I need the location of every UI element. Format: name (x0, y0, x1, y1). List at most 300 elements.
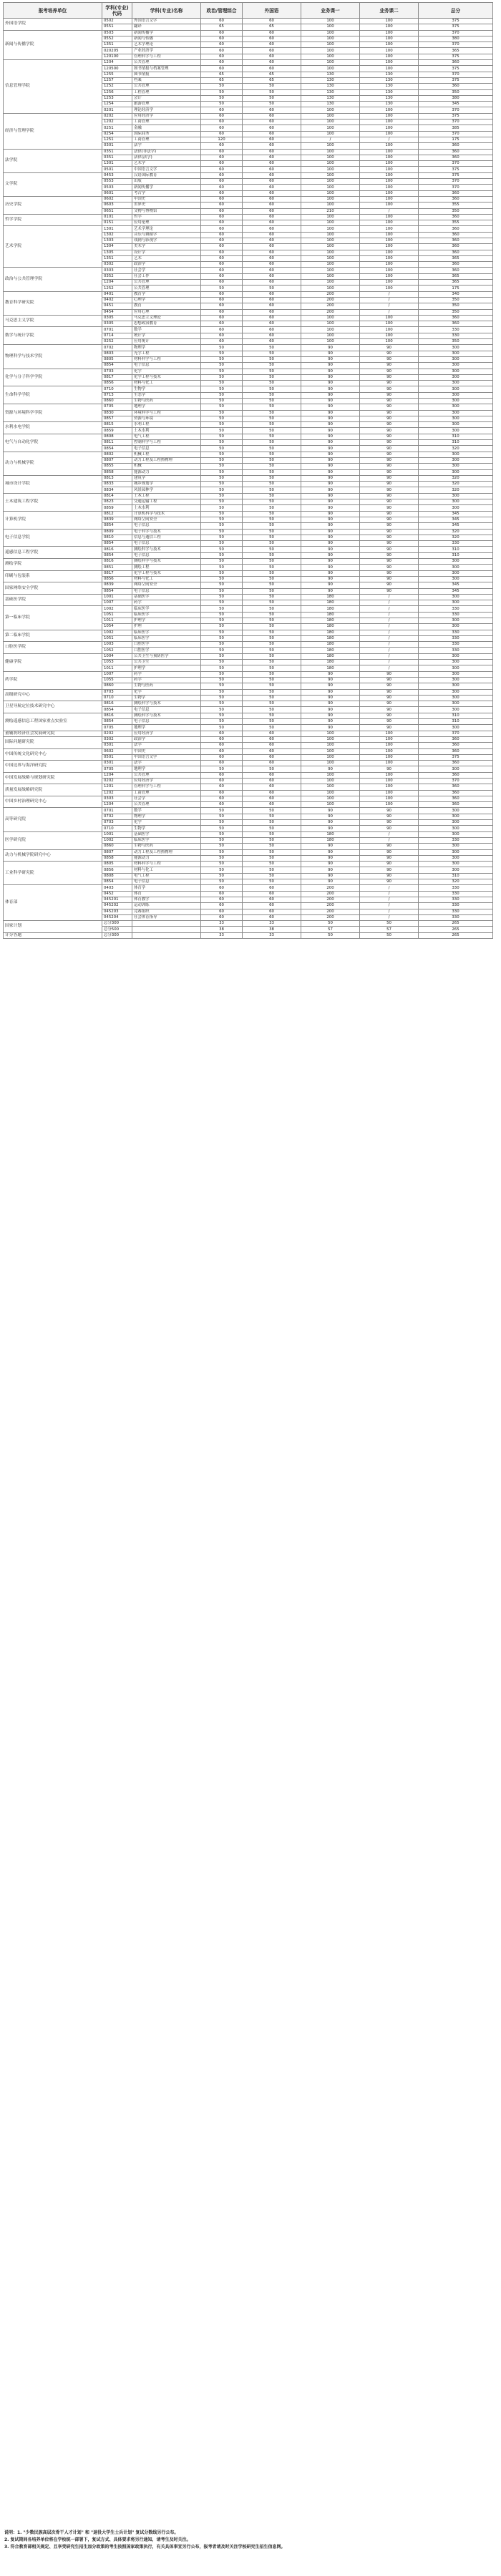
foreign-language-score-cell: 60 (243, 339, 301, 345)
code-cell: 1305 (102, 250, 132, 255)
unit-cell: 马克思主义学院 (4, 315, 102, 327)
total-score-cell: 330 (419, 903, 493, 909)
subject-one-score-cell: 100 (301, 262, 360, 268)
politics-score-cell: 65 (201, 77, 243, 83)
politics-score-cell: 60 (201, 339, 243, 345)
total-score-cell: 310 (419, 719, 493, 725)
subject-one-score-cell: 90 (301, 505, 360, 511)
total-score-cell: 300 (419, 862, 493, 867)
politics-score-cell: 60 (201, 748, 243, 754)
foreign-language-score-cell: 60 (243, 203, 301, 208)
subject-one-score-cell: 100 (301, 113, 360, 119)
total-score-cell: 175 (419, 286, 493, 291)
unit-cell: 工业科学研究院 (4, 862, 102, 885)
major-cell: 管理科学与工程 (132, 54, 201, 59)
subject-two-score-cell: 100 (360, 244, 419, 250)
column-header: 业务课二 (360, 3, 419, 19)
subject-two-score-cell: 90 (360, 576, 419, 582)
unit-cell: 文学院 (4, 172, 102, 196)
subject-two-score-cell: 90 (360, 374, 419, 380)
code-cell: 120100 (102, 54, 132, 59)
major-cell: 应用经济学 (132, 113, 201, 119)
subject-one-score-cell: 100 (301, 155, 360, 160)
total-score-cell: 360 (419, 772, 493, 778)
politics-score-cell: 50 (201, 837, 243, 843)
unit-cell: 国家网络安全学院 (4, 582, 102, 595)
major-cell: 土木工程 (132, 493, 201, 499)
subject-two-score-cell: 100 (360, 125, 419, 131)
unit-cell: 信息管理学院 (4, 60, 102, 114)
major-cell: 政治学 (132, 262, 201, 268)
subject-two-score-cell: / (360, 291, 419, 297)
subject-two-score-cell: 100 (360, 196, 419, 202)
foreign-language-score-cell: 60 (243, 303, 301, 309)
unit-cell: 教育科学研究院 (4, 291, 102, 315)
politics-score-cell: 50 (201, 529, 243, 535)
foreign-language-score-cell: 50 (243, 689, 301, 695)
subject-one-score-cell: 90 (301, 725, 360, 731)
code-cell: 0809 (102, 529, 132, 535)
score-table (3, 2, 493, 939)
foreign-language-score-cell: 60 (243, 268, 301, 273)
code-cell: 0713 (102, 392, 132, 398)
subject-two-score-cell: 50 (360, 921, 419, 927)
subject-two-score-cell: 130 (360, 102, 419, 107)
total-score-cell: 355 (419, 220, 493, 226)
subject-one-score-cell: 100 (301, 107, 360, 113)
subject-two-score-cell: 100 (360, 731, 419, 736)
code-cell: 0802 (102, 452, 132, 457)
total-score-cell: 300 (419, 849, 493, 855)
subject-two-score-cell: 90 (360, 535, 419, 540)
foreign-language-score-cell: 50 (243, 457, 301, 463)
politics-score-cell: 50 (201, 677, 243, 683)
major-cell: 地理学 (132, 766, 201, 772)
subject-two-score-cell: 100 (360, 286, 419, 291)
total-score-cell: 330 (419, 333, 493, 338)
subject-one-score-cell: 180 (301, 837, 360, 843)
subject-two-score-cell: / (360, 208, 419, 214)
code-cell: 1252 (102, 84, 132, 89)
unit-cell: 政治与公共管理学院 (4, 268, 102, 291)
foreign-language-score-cell: 50 (243, 612, 301, 618)
major-cell: 土木水利 (132, 428, 201, 434)
foreign-language-score-cell: 50 (243, 475, 301, 481)
major-cell: 化学 (132, 369, 201, 374)
politics-score-cell: 60 (201, 779, 243, 784)
politics-score-cell: 50 (201, 475, 243, 481)
code-cell: 1351 (102, 255, 132, 261)
code-cell: 0305 (102, 315, 132, 321)
major-cell: 物理学 (132, 345, 201, 351)
subject-two-score-cell: 100 (360, 19, 419, 24)
subject-one-score-cell: 100 (301, 255, 360, 261)
total-score-cell: 300 (419, 386, 493, 392)
code-cell: 0814 (102, 493, 132, 499)
unit-cell: 中国边界与海洋研究院 (4, 761, 102, 773)
table-row (4, 736, 493, 742)
subject-one-score-cell: 90 (301, 392, 360, 398)
code-cell: 0701 (102, 327, 132, 333)
subject-one-score-cell: 180 (301, 642, 360, 648)
code-cell: 0702 (102, 814, 132, 819)
subject-two-score-cell: / (360, 594, 419, 600)
politics-score-cell: 50 (201, 808, 243, 814)
subject-two-score-cell: / (360, 914, 419, 920)
subject-one-score-cell: 100 (301, 119, 360, 125)
code-cell: 1204 (102, 280, 132, 286)
major-cell: 化学工程与技术 (132, 374, 201, 380)
major-cell: 数学 (132, 327, 201, 333)
foreign-language-score-cell: 50 (243, 505, 301, 511)
unit-cell: 高等研究院 (4, 808, 102, 831)
foreign-language-score-cell: 50 (243, 570, 301, 576)
code-cell: 0811 (102, 440, 132, 446)
code-cell: 0816 (102, 559, 132, 565)
subject-one-score-cell: 100 (301, 179, 360, 185)
foreign-language-score-cell: 50 (243, 582, 301, 588)
foreign-language-score-cell: 50 (243, 707, 301, 713)
foreign-language-score-cell: 50 (243, 452, 301, 457)
major-cell: 生物与医药 (132, 683, 201, 689)
total-score-cell: 375 (419, 172, 493, 178)
subject-two-score-cell: / (360, 618, 419, 623)
total-score-cell: 310 (419, 713, 493, 718)
foreign-language-score-cell: 60 (243, 66, 301, 72)
politics-score-cell: 50 (201, 517, 243, 522)
total-score-cell: 300 (419, 855, 493, 861)
major-cell: 药学 (132, 677, 201, 683)
subject-one-score-cell: 90 (301, 469, 360, 475)
subject-two-score-cell: 100 (360, 262, 419, 268)
subject-one-score-cell: 200 (301, 891, 360, 897)
code-cell: 0502 (102, 19, 132, 24)
foreign-language-score-cell: 50 (243, 410, 301, 416)
unit-cell: 国家计划 (4, 921, 102, 933)
major-cell (132, 927, 201, 932)
major-cell: 电子信息 (132, 879, 201, 885)
table-row (4, 808, 493, 814)
subject-one-score-cell: 200 (301, 291, 360, 297)
code-cell: 0859 (102, 505, 132, 511)
subject-two-score-cell: 90 (360, 820, 419, 826)
total-score-cell: 300 (419, 766, 493, 772)
politics-score-cell: 60 (201, 303, 243, 309)
subject-one-score-cell: 100 (301, 203, 360, 208)
table-row (4, 327, 493, 333)
subject-one-score-cell: 100 (301, 30, 360, 36)
major-cell: 网络空间安全 (132, 582, 201, 588)
major-cell: 社会体育指导 (132, 914, 201, 920)
total-score-cell: 375 (419, 167, 493, 172)
foreign-language-score-cell: 50 (243, 849, 301, 855)
major-cell: 金融 (132, 125, 201, 131)
foreign-language-score-cell: 50 (243, 404, 301, 410)
foreign-language-score-cell: 60 (243, 244, 301, 250)
major-cell: 电子信息 (132, 363, 201, 369)
subject-one-score-cell: 90 (301, 814, 360, 819)
subject-two-score-cell: 90 (360, 725, 419, 731)
subject-one-score-cell: 100 (301, 54, 360, 59)
total-score-cell: 360 (419, 743, 493, 748)
foreign-language-score-cell: 50 (243, 541, 301, 547)
total-score-cell: 360 (419, 748, 493, 754)
foreign-language-score-cell: 50 (243, 653, 301, 659)
subject-two-score-cell: 100 (360, 143, 419, 149)
foreign-language-score-cell: 60 (243, 802, 301, 808)
politics-score-cell: 50 (201, 399, 243, 404)
subject-one-score-cell: 90 (301, 517, 360, 522)
code-cell: 0302 (102, 262, 132, 268)
major-cell: 护理学 (132, 618, 201, 623)
major-cell: 公共管理 (132, 280, 201, 286)
subject-two-score-cell: 90 (360, 422, 419, 428)
foreign-language-score-cell: 60 (243, 309, 301, 315)
politics-score-cell: 50 (201, 547, 243, 552)
code-cell: 总分300 (102, 921, 132, 927)
subject-two-score-cell: 90 (360, 547, 419, 552)
subject-two-score-cell: 100 (360, 172, 419, 178)
politics-score-cell: 50 (201, 356, 243, 362)
unit-cell: 体育部 (4, 885, 102, 921)
subject-one-score-cell: 90 (301, 523, 360, 529)
total-score-cell: 370 (419, 30, 493, 36)
politics-score-cell: 60 (201, 214, 243, 220)
politics-score-cell: 50 (201, 428, 243, 434)
subject-one-score-cell: 90 (301, 671, 360, 677)
major-cell: 音乐与舞蹈学 (132, 232, 201, 238)
code-cell: 0808 (102, 873, 132, 879)
major-cell: 数学 (132, 808, 201, 814)
foreign-language-score-cell: 60 (243, 190, 301, 196)
code-cell: 1001 (102, 831, 132, 837)
total-score-cell: 300 (419, 683, 493, 689)
major-cell: 社会学 (132, 796, 201, 801)
foreign-language-score-cell: 50 (243, 440, 301, 446)
politics-score-cell: 60 (201, 149, 243, 155)
major-cell: 地理学 (132, 404, 201, 410)
politics-score-cell: 50 (201, 849, 243, 855)
subject-two-score-cell: 90 (360, 849, 419, 855)
code-cell: 0710 (102, 826, 132, 831)
subject-one-score-cell: 180 (301, 594, 360, 600)
politics-score-cell: 60 (201, 903, 243, 909)
subject-one-score-cell: 90 (301, 363, 360, 369)
total-score-cell: 300 (419, 660, 493, 665)
politics-score-cell: 50 (201, 624, 243, 630)
subject-one-score-cell: 90 (301, 588, 360, 594)
total-score-cell: 370 (419, 185, 493, 190)
foreign-language-score-cell: 60 (243, 790, 301, 796)
unit-cell: 遥感信息工程学院 (4, 547, 102, 559)
total-score-cell: 300 (419, 695, 493, 701)
code-cell: 0805 (102, 862, 132, 867)
politics-score-cell: 50 (201, 630, 243, 635)
subject-two-score-cell: 100 (360, 155, 419, 160)
major-cell: 护理学 (132, 665, 201, 671)
subject-one-score-cell: 100 (301, 149, 360, 155)
subject-two-score-cell: 100 (360, 36, 419, 42)
politics-score-cell: 50 (201, 422, 243, 428)
code-cell: 0810 (102, 535, 132, 540)
politics-score-cell: 50 (201, 820, 243, 826)
foreign-language-score-cell: 60 (243, 891, 301, 897)
politics-score-cell: 60 (201, 179, 243, 185)
subject-two-score-cell: 100 (360, 333, 419, 338)
major-cell: 公共管理 (132, 286, 201, 291)
unit-cell: 药学院 (4, 671, 102, 689)
subject-two-score-cell: 100 (360, 321, 419, 327)
code-cell: 0805 (102, 356, 132, 362)
major-cell: 艺术学 (132, 161, 201, 167)
major-cell: 药学 (132, 671, 201, 677)
politics-score-cell: 50 (201, 363, 243, 369)
politics-score-cell: 50 (201, 844, 243, 849)
unit-cell: 物理科学与技术学院 (4, 345, 102, 369)
foreign-language-score-cell: 60 (243, 772, 301, 778)
foreign-language-score-cell: 60 (243, 107, 301, 113)
foreign-language-score-cell: 60 (243, 60, 301, 66)
subject-one-score-cell: 180 (301, 660, 360, 665)
major-cell: 法律(非法学) (132, 149, 201, 155)
subject-two-score-cell: 100 (360, 203, 419, 208)
total-score-cell: 345 (419, 517, 493, 522)
code-cell: 0839 (102, 517, 132, 522)
politics-score-cell: 60 (201, 203, 243, 208)
major-cell: 思想政治教育 (132, 321, 201, 327)
code-cell: 1001 (102, 594, 132, 600)
code-cell: 1201 (102, 784, 132, 790)
subject-one-score-cell: 100 (301, 36, 360, 42)
unit-cell: 生命科学学院 (4, 386, 102, 404)
foreign-language-score-cell: 50 (243, 95, 301, 101)
major-cell: 体育 (132, 891, 201, 897)
politics-score-cell: 60 (201, 761, 243, 766)
politics-score-cell: 60 (201, 48, 243, 54)
code-cell: 0201 (102, 107, 132, 113)
foreign-language-score-cell: 50 (243, 701, 301, 707)
table-row (4, 796, 493, 801)
major-cell: 电子信息 (132, 523, 201, 529)
total-score-cell: 375 (419, 54, 493, 59)
politics-score-cell: 60 (201, 238, 243, 243)
code-cell: 0451 (102, 303, 132, 309)
politics-score-cell: 50 (201, 635, 243, 641)
code-cell: 1253 (102, 95, 132, 101)
code-cell: 0860 (102, 844, 132, 849)
foreign-language-score-cell: 60 (243, 250, 301, 255)
subject-two-score-cell: 130 (360, 77, 419, 83)
subject-two-score-cell: 90 (360, 404, 419, 410)
subject-two-score-cell: / (360, 624, 419, 630)
subject-one-score-cell: 100 (301, 315, 360, 321)
total-score-cell: 360 (419, 226, 493, 232)
code-cell: 0202 (102, 113, 132, 119)
table-row (4, 862, 493, 867)
unit-cell: 国际问题研究院 (4, 736, 102, 748)
unit-cell: 基础医学院 (4, 594, 102, 606)
major-cell: 能源动力 (132, 855, 201, 861)
major-cell: 工商管理 (132, 119, 201, 125)
foreign-language-score-cell: 60 (243, 327, 301, 333)
foreign-language-score-cell: 60 (243, 736, 301, 742)
table-row (4, 671, 493, 677)
subject-two-score-cell: / (360, 297, 419, 303)
subject-two-score-cell: 100 (360, 190, 419, 196)
foreign-language-score-cell: 60 (243, 333, 301, 338)
code-cell: 0803 (102, 351, 132, 356)
code-cell: 总分500 (102, 927, 132, 932)
table-row (4, 60, 493, 66)
total-score-cell: 370 (419, 131, 493, 137)
subject-one-score-cell: 90 (301, 535, 360, 540)
total-score-cell: 370 (419, 107, 493, 113)
politics-score-cell: 50 (201, 683, 243, 689)
total-score-cell: 300 (419, 505, 493, 511)
major-cell: 计算机科学与技术 (132, 511, 201, 517)
total-score-cell: 350 (419, 297, 493, 303)
total-score-cell: 330 (419, 885, 493, 891)
foreign-language-score-cell: 60 (243, 137, 301, 142)
major-cell: 生物与医药 (132, 844, 201, 849)
note-line: 3. 符合教育部相关规定、且享受研究生招生加分政策的考生按照国家政策执行，有关具体事宜另行公布，报考者请及时关注学校研究生招生信息网。 (4, 2545, 286, 2550)
subject-one-score-cell: 130 (301, 95, 360, 101)
subject-one-score-cell: 90 (301, 464, 360, 469)
subject-one-score-cell: 100 (301, 790, 360, 796)
code-cell: 0603 (102, 203, 132, 208)
summary-row (4, 921, 493, 927)
total-score-cell: 300 (419, 469, 493, 475)
subject-one-score-cell: 90 (301, 862, 360, 867)
code-cell: 0823 (102, 499, 132, 505)
code-cell: 0151 (102, 220, 132, 226)
code-cell: 1303 (102, 238, 132, 243)
subject-one-score-cell: 100 (301, 220, 360, 226)
unit-cell: 土木建筑工程学院 (4, 493, 102, 511)
subject-one-score-cell: 180 (301, 624, 360, 630)
code-cell: 045203 (102, 909, 132, 914)
code-cell: 0402 (102, 297, 132, 303)
major-cell: 控制科学与工程 (132, 440, 201, 446)
total-score-cell: 360 (419, 190, 493, 196)
table-row (4, 19, 493, 24)
foreign-language-score-cell: 50 (243, 345, 301, 351)
politics-score-cell: 50 (201, 351, 243, 356)
subject-one-score-cell: 100 (301, 19, 360, 24)
subject-two-score-cell: 90 (360, 446, 419, 452)
major-cell: 新闻传播学 (132, 30, 201, 36)
table-row (4, 731, 493, 736)
score-table-body (4, 19, 493, 921)
major-cell: 电子信息 (132, 707, 201, 713)
subject-one-score-cell: 90 (301, 345, 360, 351)
code-cell: 0857 (102, 416, 132, 421)
code-cell: 1053 (102, 660, 132, 665)
total-score-cell: 365 (419, 255, 493, 261)
subject-one-score-cell: 90 (301, 707, 360, 713)
major-cell: 临床医学 (132, 606, 201, 612)
code-cell: 0855 (102, 464, 132, 469)
total-score-cell: 380 (419, 36, 493, 42)
politics-score-cell: 60 (201, 291, 243, 297)
major-cell: 生物学 (132, 826, 201, 831)
table-row (4, 291, 493, 297)
code-cell: 1255 (102, 72, 132, 77)
code-cell: 0854 (102, 446, 132, 452)
subject-one-score-cell: 90 (301, 855, 360, 861)
foreign-language-score-cell: 50 (243, 600, 301, 606)
major-cell: 考古学 (132, 190, 201, 196)
